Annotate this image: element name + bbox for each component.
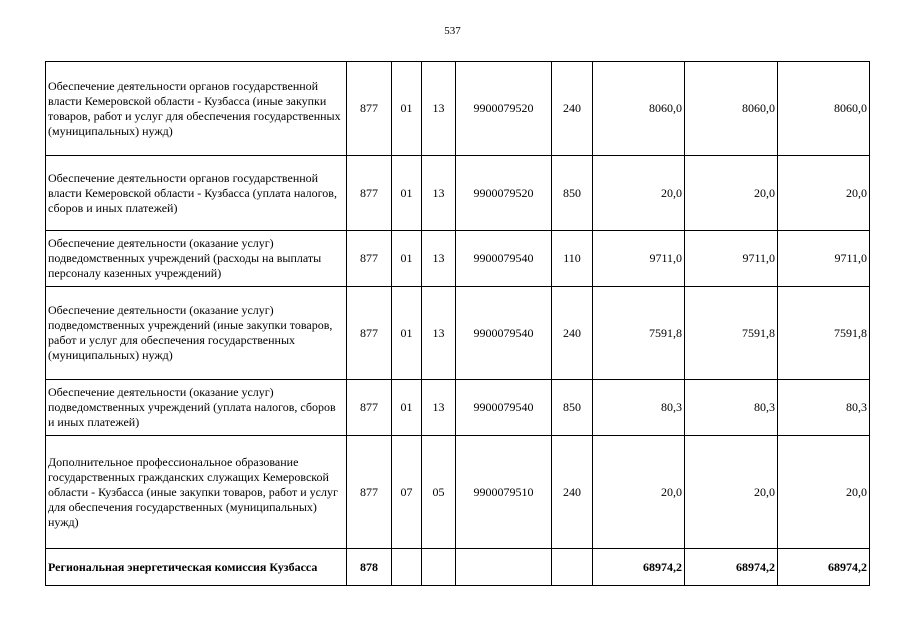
cell-amount-2: 7591,8 [685,287,778,380]
cell-rz: 01 [392,380,422,436]
row-description: Обеспечение деятельности (оказание услуг) подведомственных учреждений (иные закупки товаров, работ и услуг для обеспечения государственных (муниципальных) нужд) [46,287,347,380]
cell-pr: 13 [422,156,456,231]
cell-gv: 877 [347,156,392,231]
row-description: Региональная энергетическая комиссия Кузбасса [46,549,347,586]
cell-csr [456,549,552,586]
cell-amount-3: 7591,8 [778,287,870,380]
row-description: Обеспечение деятельности органов государственной власти Кемеровской области - Кузбасса (иные закупки товаров, работ и услуг для обеспечения государственных (муниципальных) нужд) [46,62,347,156]
cell-rz: 01 [392,287,422,380]
cell-amount-3: 80,3 [778,380,870,436]
cell-rz: 07 [392,436,422,549]
cell-vr: 110 [552,231,593,287]
cell-rz: 01 [392,62,422,156]
cell-amount-3: 20,0 [778,436,870,549]
row-description: Обеспечение деятельности органов государственной власти Кемеровской области - Кузбасса (уплата налогов, сборов и иных платежей) [46,156,347,231]
table-row [46,380,870,436]
cell-pr [422,549,456,586]
cell-csr: 9900079520 [456,156,552,231]
cell-pr: 13 [422,62,456,156]
cell-amount-1: 80,3 [593,380,685,436]
cell-amount-2: 80,3 [685,380,778,436]
cell-csr: 9900079540 [456,231,552,287]
cell-vr: 240 [552,287,593,380]
cell-gv: 877 [347,380,392,436]
budget-table [45,61,870,586]
row-description: Обеспечение деятельности (оказание услуг) подведомственных учреждений (уплата налогов, сборов и иных платежей) [46,380,347,436]
cell-vr: 850 [552,380,593,436]
table-row [46,156,870,231]
cell-amount-1: 8060,0 [593,62,685,156]
cell-pr: 05 [422,436,456,549]
cell-amount-2: 20,0 [685,156,778,231]
table-row-total [46,549,870,586]
cell-pr: 13 [422,231,456,287]
cell-amount-1: 9711,0 [593,231,685,287]
cell-amount-1: 7591,8 [593,287,685,380]
table-row [46,62,870,156]
cell-pr: 13 [422,287,456,380]
cell-amount-2: 20,0 [685,436,778,549]
cell-pr: 13 [422,380,456,436]
cell-amount-2: 9711,0 [685,231,778,287]
cell-amount-3: 20,0 [778,156,870,231]
row-description: Дополнительное профессиональное образование государственных гражданских служащих Кемеровской области - Кузбасса (иные закупки товаров, работ и услуг для обеспечения государственных (муниципальных) нужд) [46,436,347,549]
cell-rz: 01 [392,156,422,231]
cell-amount-1: 68974,2 [593,549,685,586]
cell-csr: 9900079540 [456,287,552,380]
cell-amount-1: 20,0 [593,156,685,231]
cell-vr: 850 [552,156,593,231]
cell-vr [552,549,593,586]
cell-vr: 240 [552,62,593,156]
cell-amount-2: 68974,2 [685,549,778,586]
cell-gv: 877 [347,287,392,380]
cell-gv: 877 [347,62,392,156]
cell-amount-3: 68974,2 [778,549,870,586]
cell-vr: 240 [552,436,593,549]
cell-rz [392,549,422,586]
cell-amount-1: 20,0 [593,436,685,549]
cell-amount-3: 9711,0 [778,231,870,287]
table-row [46,436,870,549]
cell-csr: 9900079520 [456,62,552,156]
cell-csr: 9900079510 [456,436,552,549]
cell-amount-2: 8060,0 [685,62,778,156]
table-row [46,231,870,287]
cell-csr: 9900079540 [456,380,552,436]
page-number: 537 [444,25,461,37]
cell-gv: 877 [347,231,392,287]
cell-gv: 878 [347,549,392,586]
row-description: Обеспечение деятельности (оказание услуг) подведомственных учреждений (расходы на выплаты персоналу казенных учреждений) [46,231,347,287]
cell-rz: 01 [392,231,422,287]
cell-gv: 877 [347,436,392,549]
cell-amount-3: 8060,0 [778,62,870,156]
table-row [46,287,870,380]
